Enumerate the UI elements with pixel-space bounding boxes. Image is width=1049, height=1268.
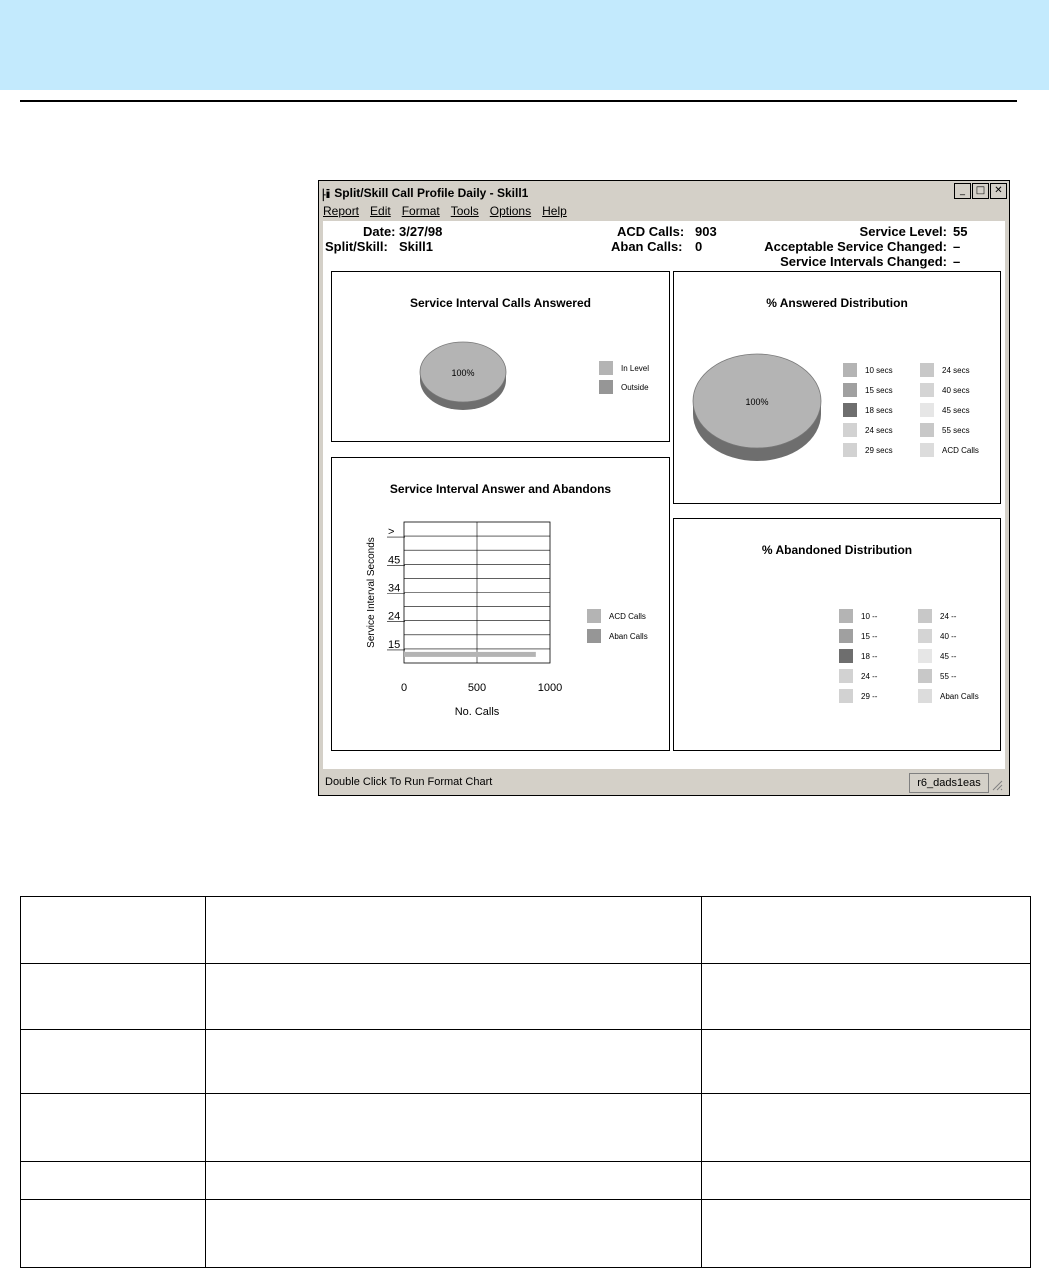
maximize-button[interactable]: □ bbox=[972, 183, 989, 199]
answered-distribution-pie bbox=[692, 346, 822, 466]
status-bar bbox=[323, 773, 1005, 793]
date-value: 3/27/98 bbox=[399, 224, 443, 239]
legend-outside: Outside bbox=[599, 380, 649, 394]
y-tick-label: 15 bbox=[388, 638, 401, 651]
split-value: Skill1 bbox=[399, 239, 433, 254]
table-cell bbox=[206, 1030, 702, 1094]
y-tick-label: 24 bbox=[388, 610, 401, 623]
x-tick-label: 1000 bbox=[537, 682, 563, 694]
report-window bbox=[318, 180, 1010, 796]
table-row bbox=[21, 1162, 1031, 1200]
acd-calls-value: 903 bbox=[695, 224, 717, 239]
status-message: Double Click To Run Format Chart bbox=[325, 776, 493, 788]
legend-29-secs: 29 secs bbox=[843, 443, 893, 457]
answered-distribution-title: % Answered Distribution bbox=[766, 296, 908, 310]
legend-acd-calls: ACD Calls bbox=[920, 443, 979, 457]
table-cell bbox=[21, 1030, 206, 1094]
close-button[interactable]: ✕ bbox=[990, 183, 1007, 199]
legend-aban-55: 55 -- bbox=[918, 669, 956, 683]
legend-aban-40: 40 -- bbox=[918, 629, 956, 643]
split-label: Split/Skill: bbox=[325, 239, 388, 254]
table-cell bbox=[206, 964, 702, 1030]
menu-help[interactable]: Help bbox=[542, 204, 567, 218]
bar-acd-calls bbox=[404, 652, 536, 657]
table-row bbox=[21, 1094, 1031, 1162]
table-cell bbox=[206, 1162, 702, 1200]
window-title: Split/Skill Call Profile Daily - Skill1 bbox=[334, 186, 529, 200]
table-row bbox=[21, 1200, 1031, 1268]
table-cell bbox=[21, 1094, 206, 1162]
empty-table bbox=[20, 896, 1031, 1268]
date-label: Date: bbox=[363, 224, 396, 239]
resize-grip-icon[interactable] bbox=[991, 779, 1003, 791]
app-icon: ⸠ii bbox=[321, 186, 329, 201]
acceptable-service-label: Acceptable Service Changed: bbox=[764, 239, 947, 254]
menu-report[interactable]: Report bbox=[323, 204, 360, 218]
calls-answered-title: Service Interval Calls Answered bbox=[410, 296, 591, 310]
abandoned-distribution-title: % Abandoned Distribution bbox=[761, 543, 913, 557]
table-row bbox=[21, 964, 1031, 1030]
acd-calls-label: ACD Calls: bbox=[617, 224, 685, 239]
y-axis-label: Service Interval Seconds bbox=[366, 537, 377, 648]
status-host: r6_dads1eas bbox=[909, 773, 989, 793]
legend-24-secs: 24 secs bbox=[843, 423, 893, 437]
table-row bbox=[21, 897, 1031, 964]
table-cell bbox=[206, 897, 702, 964]
legend-24-secs-b: 24 secs bbox=[920, 363, 970, 377]
table-cell bbox=[702, 964, 1031, 1030]
table-cell bbox=[702, 1162, 1031, 1200]
acceptable-service-value: – bbox=[953, 239, 961, 254]
calls-answered-pie bbox=[418, 330, 508, 412]
calls-answered-panel[interactable] bbox=[331, 271, 670, 442]
table-cell bbox=[702, 1200, 1031, 1268]
y-tick-label: 34 bbox=[388, 582, 401, 595]
legend-aban-10: 10 -- bbox=[839, 609, 877, 623]
menu-edit[interactable]: Edit bbox=[370, 204, 391, 218]
header-rule bbox=[20, 100, 1017, 102]
legend-acd-calls-bar: ACD Calls bbox=[587, 609, 646, 623]
legend-aban-15: 15 -- bbox=[839, 629, 877, 643]
menu-options[interactable]: Options bbox=[489, 204, 532, 218]
x-axis-label: No. Calls bbox=[454, 706, 500, 718]
legend-aban-calls: Aban Calls bbox=[918, 689, 979, 703]
x-tick-label: 500 bbox=[467, 682, 487, 694]
menu-format[interactable]: Format bbox=[401, 204, 440, 218]
table-row bbox=[21, 1030, 1031, 1094]
aban-calls-value: 0 bbox=[695, 239, 703, 254]
legend-aban-calls-bar: Aban Calls bbox=[587, 629, 648, 643]
table-cell bbox=[21, 897, 206, 964]
table-cell bbox=[21, 1162, 206, 1200]
abandoned-distribution-panel[interactable] bbox=[673, 518, 1001, 751]
answer-abandons-panel[interactable] bbox=[331, 457, 670, 751]
x-tick-label: 0 bbox=[400, 682, 408, 694]
answer-abandons-chart bbox=[332, 458, 671, 752]
table-cell bbox=[21, 964, 206, 1030]
table-cell bbox=[702, 897, 1031, 964]
answered-distribution-pie-label: 100% bbox=[745, 397, 769, 407]
calls-answered-pie-label: 100% bbox=[451, 368, 475, 378]
service-level-value: 55 bbox=[953, 224, 968, 239]
legend-10-secs: 10 secs bbox=[843, 363, 893, 377]
page-header-band bbox=[0, 0, 1049, 90]
answered-distribution-panel[interactable] bbox=[673, 271, 1001, 504]
legend-45-secs: 45 secs bbox=[920, 403, 970, 417]
legend-swatch bbox=[599, 361, 613, 375]
legend-swatch bbox=[599, 380, 613, 394]
legend-aban-18: 18 -- bbox=[839, 649, 877, 663]
legend-aban-24: 24 -- bbox=[839, 669, 877, 683]
table-cell bbox=[21, 1200, 206, 1268]
table-cell bbox=[206, 1200, 702, 1268]
aban-calls-label: Aban Calls: bbox=[611, 239, 683, 254]
service-intervals-label: Service Intervals Changed: bbox=[780, 254, 947, 269]
minimize-button[interactable]: _ bbox=[954, 183, 971, 199]
legend-18-secs: 18 secs bbox=[843, 403, 893, 417]
table-cell bbox=[206, 1094, 702, 1162]
menu-tools[interactable]: Tools bbox=[450, 204, 479, 218]
menu-bar bbox=[323, 204, 567, 220]
legend-15-secs: 15 secs bbox=[843, 383, 893, 397]
table-cell bbox=[702, 1094, 1031, 1162]
table-cell bbox=[702, 1030, 1031, 1094]
legend-aban-45: 45 -- bbox=[918, 649, 956, 663]
report-client-area bbox=[323, 221, 1005, 769]
window-titlebar[interactable] bbox=[321, 183, 1007, 203]
legend-in-level: In Level bbox=[599, 361, 649, 375]
y-tick-label: 45 bbox=[388, 554, 401, 567]
legend-55-secs: 55 secs bbox=[920, 423, 970, 437]
legend-aban-29: 29 -- bbox=[839, 689, 877, 703]
service-intervals-value: – bbox=[953, 254, 961, 269]
service-level-label: Service Level: bbox=[859, 224, 947, 239]
legend-aban-24-b: 24 -- bbox=[918, 609, 956, 623]
answer-abandons-title: Service Interval Answer and Abandons bbox=[389, 482, 612, 496]
legend-40-secs: 40 secs bbox=[920, 383, 970, 397]
y-tick-label: > bbox=[388, 526, 395, 539]
